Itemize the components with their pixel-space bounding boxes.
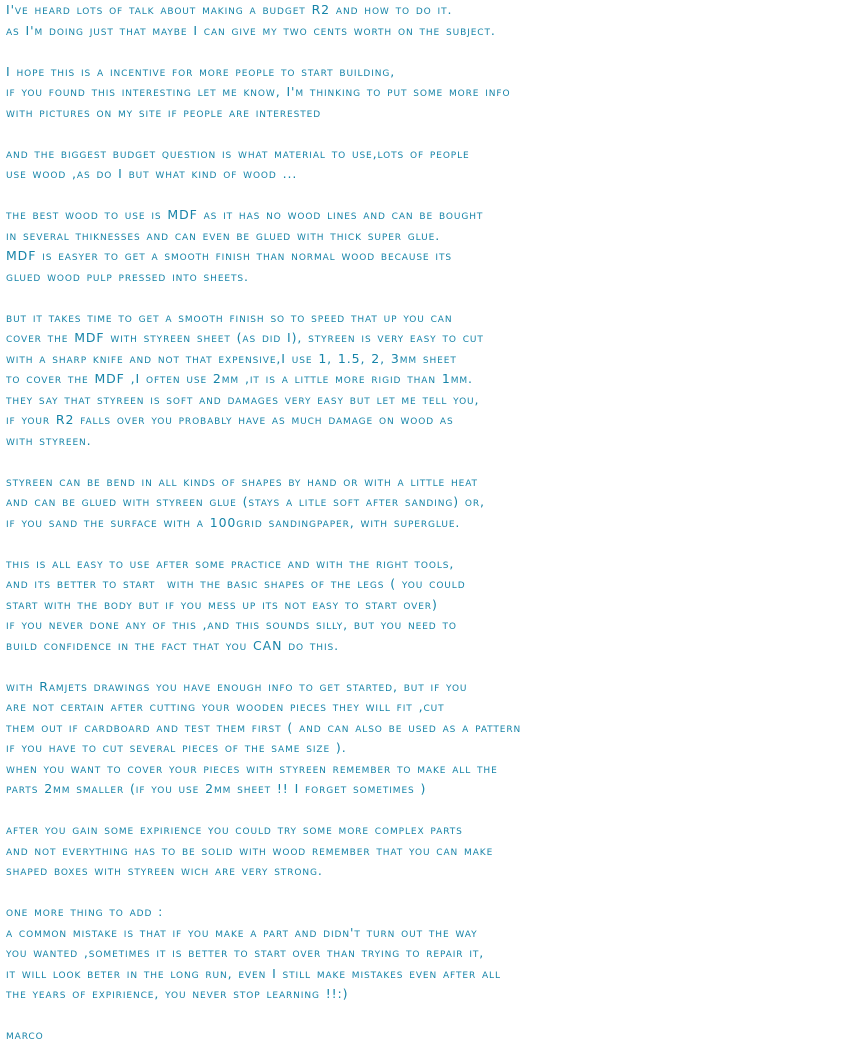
- paragraph-practice: [6, 554, 846, 657]
- paragraph-gap: [6, 287, 846, 308]
- text-line: I hope this is a incentive for more people to start building,: [6, 63, 396, 79]
- text-line: them out if cardboard and test them first ( and can also be used as a pattern: [6, 719, 522, 735]
- paragraph-gap: [6, 123, 846, 144]
- paragraph-styreen-cover: [6, 308, 846, 452]
- text-line: the best wood to use is MDF as it has no wood lines and can be bought: [6, 207, 484, 222]
- text-line: it will look beter in the long run, even I still make mistakes even after all: [6, 965, 501, 981]
- text-line: after you gain some expirience you could try some more complex parts: [6, 822, 463, 837]
- text-line: and can be glued with styreen glue (stays a litle soft after sanding) or,: [6, 494, 485, 509]
- text-line: with a sharp knife and not that expensive,I use 1, 1.5, 2, 3mm sheet: [6, 350, 457, 366]
- text-line: I've heard lots of talk about making a budget R2 and how to do it.: [6, 2, 453, 17]
- text-line: you wanted ,sometimes it is better to start over than trying to repair it,: [6, 945, 485, 960]
- text-line: in several thiknesses and can even be glued with thick super glue.: [6, 227, 441, 243]
- text-line: this is all easy to use after some practice and with the right tools,: [6, 555, 455, 571]
- paragraph-intro: [6, 0, 846, 41]
- text-line: are not certain after cutting your wooden pieces they will fit ,cut: [6, 699, 445, 714]
- text-line: when you want to cover your pieces with styreen remember to make all the: [6, 760, 498, 776]
- text-line: if you found this interesting let me know, I'm thinking to put some more info: [6, 84, 511, 99]
- paragraph-one-more-thing: [6, 902, 846, 1005]
- paragraph-gap: [6, 656, 846, 677]
- text-line: with pictures on my site if people are interested: [6, 104, 322, 120]
- paragraph-drawings: [6, 677, 846, 800]
- paragraph-gap: [6, 800, 846, 821]
- text-line: glued wood pulp pressed into sheets.: [6, 268, 249, 284]
- text-line: to cover the MDF ,I often use 2mm ,it is a little more rigid than 1mm.: [6, 371, 473, 386]
- text-line: they say that styreen is soft and damages very easy but let me tell you,: [6, 391, 480, 407]
- text-line: the years of expirience, you never stop learning !!:): [6, 986, 349, 1001]
- paragraph-styreen-bending: [6, 472, 846, 534]
- paragraph-gap: [6, 533, 846, 554]
- text-line: one more thing to add :: [6, 904, 164, 919]
- text-line: with Ramjets drawings you have enough info to get started, but if you: [6, 678, 468, 694]
- text-line: styreen can be bend in all kinds of shapes by hand or with a little heat: [6, 473, 478, 489]
- text-line: MDF is easyer to get a smooth finish than normal wood because its: [6, 248, 452, 263]
- paragraph-gap: [6, 185, 846, 206]
- article-body: [6, 0, 846, 1046]
- text-line: and the biggest budget question is what material to use,lots of people: [6, 145, 470, 161]
- paragraph-gap: [6, 41, 846, 62]
- text-line: build confidence in the fact that you CAN do this.: [6, 637, 339, 653]
- text-line: use wood ,as do I but what kind of wood ...: [6, 166, 298, 181]
- paragraph-gap: [6, 882, 846, 903]
- text-line: and not everything has to be solid with wood remember that you can make: [6, 842, 494, 858]
- paragraph-experience: [6, 820, 846, 882]
- text-line: and its better to start with the basic shapes of the legs ( you could: [6, 576, 466, 591]
- text-line: parts 2mm smaller (if you use 2mm sheet !! I forget sometimes ): [6, 781, 427, 796]
- text-line: if you never done any of this ,and this sounds silly, but you need to: [6, 617, 457, 632]
- paragraph-gap: [6, 451, 846, 472]
- paragraph-material-question: [6, 144, 846, 185]
- paragraph-mdf: [6, 205, 846, 287]
- text-line: if your R2 falls over you probably have as much damage on wood as: [6, 412, 454, 427]
- text-line: but it takes time to get a smooth finish so to speed that up you can: [6, 309, 453, 325]
- paragraph-incentive: [6, 62, 846, 124]
- text-line: cover the MDF with styreen sheet (as did I), styreen is very easy to cut: [6, 330, 484, 345]
- text-line: if you sand the surface with a 100grid sandingpaper, with superglue.: [6, 514, 461, 530]
- text-line: start with the body but if you mess up its not easy to start over): [6, 596, 438, 612]
- signature: [6, 1025, 846, 1046]
- author-name: marco: [6, 1027, 44, 1042]
- paragraph-gap: [6, 1005, 846, 1026]
- text-line: shaped boxes with styreen wich are very strong.: [6, 863, 323, 878]
- text-line: a common mistake is that if you make a part and didn't turn out the way: [6, 924, 478, 940]
- text-line: as I'm doing just that maybe I can give my two cents worth on the subject.: [6, 22, 496, 38]
- text-line: if you have to cut several pieces of the same size ).: [6, 740, 347, 755]
- text-line: with styreen.: [6, 432, 92, 448]
